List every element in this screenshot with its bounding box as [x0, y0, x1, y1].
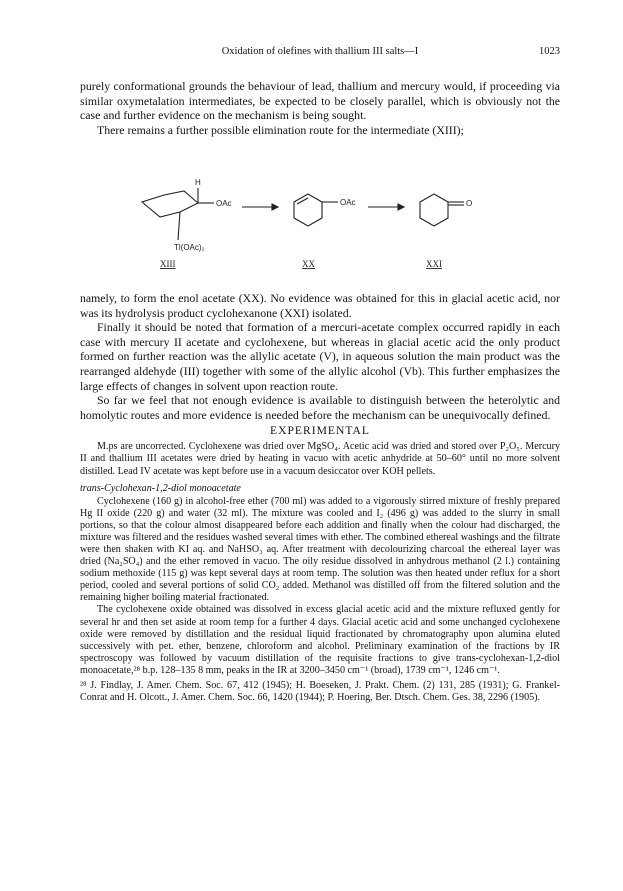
- arrow-2-head: [398, 204, 404, 210]
- experimental-subheading: trans-Cyclohexan-1,2-diol monoacetate: [80, 482, 241, 494]
- body-text-main: [80, 291, 560, 704]
- running-title: Oxidation of olefines with thallium III salts—I: [221, 46, 419, 57]
- arrow-1-head: [272, 204, 278, 210]
- compound-label-xxi: XXI: [426, 259, 442, 269]
- page-number: 1023: [539, 46, 560, 57]
- ring-xxi: [420, 194, 448, 226]
- intro-paragraph: purely conformational grounds the behaviour of lead, thallium and mercury would, if proceeding via similar oxymetalation intermediates, be expected to be closely parallel, which is obviously not the case and further evidence on the mechanism is being sought.: [80, 79, 560, 123]
- paragraph-mechanism: So far we feel that not enough evidence is available to distinguish between the heterolytic and homolytic routes and more evidence is needed before the mechanism can be unequivocally defined.: [80, 393, 560, 422]
- label-oxygen: O: [466, 199, 473, 208]
- compound-label-xiii: XIII: [160, 259, 176, 269]
- route-sentence: There remains a further possible elimination route for the intermediate (XIII);: [97, 122, 464, 137]
- experimental-heading: EXPERIMENTAL: [270, 424, 370, 438]
- ring-xx: [294, 194, 322, 226]
- label-h: H: [195, 178, 201, 187]
- experimental-paragraph-1: M.ps are uncorrected. Cyclohexene was dried over MgSO₄. Acetic acid was dried and stored over P₂O₅. Mercury II and thallium III acetates were dried by heating in vacuo with acetic anhydride at 50–60° until no more solvent distilled. Lead IV acetate was kept before use in a vacuum desiccator over KOH pellets.: [80, 441, 560, 477]
- bond-tl: [178, 212, 180, 240]
- label-tl: Tl(OAc)₂: [174, 243, 205, 252]
- chair-ring-xiii: [142, 191, 198, 217]
- compound-label-xx: XX: [302, 259, 315, 269]
- reaction-scheme: [130, 175, 510, 275]
- footnote-28: ²⁸ J. Findlay, J. Amer. Chem. Soc. 67, 412 (1945); H. Boeseken, J. Prakt. Chem. (2) 131, 285 (1931); G. Frankel-Conrat and H. Olcott., J. Amer. Chem. Soc. 66, 1420 (1944); P. Hoering, Ber. Dtsch. Chem. Ges. 38, 2296 (1905).: [80, 680, 560, 704]
- experimental-paragraph-3: The cyclohexene oxide obtained was dissolved in excess glacial acetic acid and the mixture refluxed gently for several hr and then set aside at room temp for a further 4 days. Glacial acetic acid and some unchanged cyclohexene oxide were removed by distillation and the residual liquid fractionated by chromatography upon alumina eluted successively with pet. ether, benzene, chloroform and alcohol. Preliminary examination of the fractions by IR spectroscopy was followed by vacuum distillation of the requisite fractions to give trans-cyclohexan-1,2-diol monoacetate,²⁸ b.p. 128–135 8 mm, peaks in the IR at 3200–3450 cm⁻¹ (broad), 1739 cm⁻¹, 1246 cm⁻¹.: [80, 604, 560, 676]
- body-text-top: [80, 79, 560, 137]
- paragraph-enol-acetate: namely, to form the enol acetate (XX). No evidence was obtained for this in glacial acetic acid, nor was its hydrolysis product cyclohexanone (XXI) isolated.: [80, 291, 560, 320]
- label-oac-2: OAc: [340, 198, 356, 207]
- running-header: [80, 46, 560, 62]
- paragraph-mercuri-acetate: Finally it should be noted that formation of a mercuri-acetate complex occurred rapidly in each case with mercury II acetate and cyclohexene, but whereas in glacial acetic acid the only product formed on further reaction was the allylic acetate (V), in aqueous solution the main product was the rearranged aldehyde (III) together with some of the allylic alcohol (Vb). This further emphasizes the large effects of changes in solvent upon reaction route.: [80, 320, 560, 393]
- experimental-paragraph-2: Cyclohexene (160 g) in alcohol-free ether (700 ml) was added to a vigorously stirred mixture of freshly prepared Hg II oxide (220 g) and water (32 ml). The mixture was cooled and I₂ (496 g) was added to the slurry in small portions, so that the colour almost disappeared before each addition and finally when the colour had discharged, the mixture was filtered and the residues washed several times with ether. The combined ethereal washings and the filtrate were then shaken with KI aq. and NaHSO₃ aq. After treatment with decolourizing charcoal the ethereal layer was dried (Na₂SO₄) and the ether removed in vacuo. The oily residue dissolved in anhydrous methanol (2 l.) containing sodium methoxide (115 g) was kept several days at room temp. The solution was then heated under reflux for a short period, cooled and several portions of solid CO₂ added. Methanol was distilled off from the filtered solution and the remaining higher boiling material fractionated.: [80, 495, 560, 604]
- label-oac-1: OAc: [216, 199, 232, 208]
